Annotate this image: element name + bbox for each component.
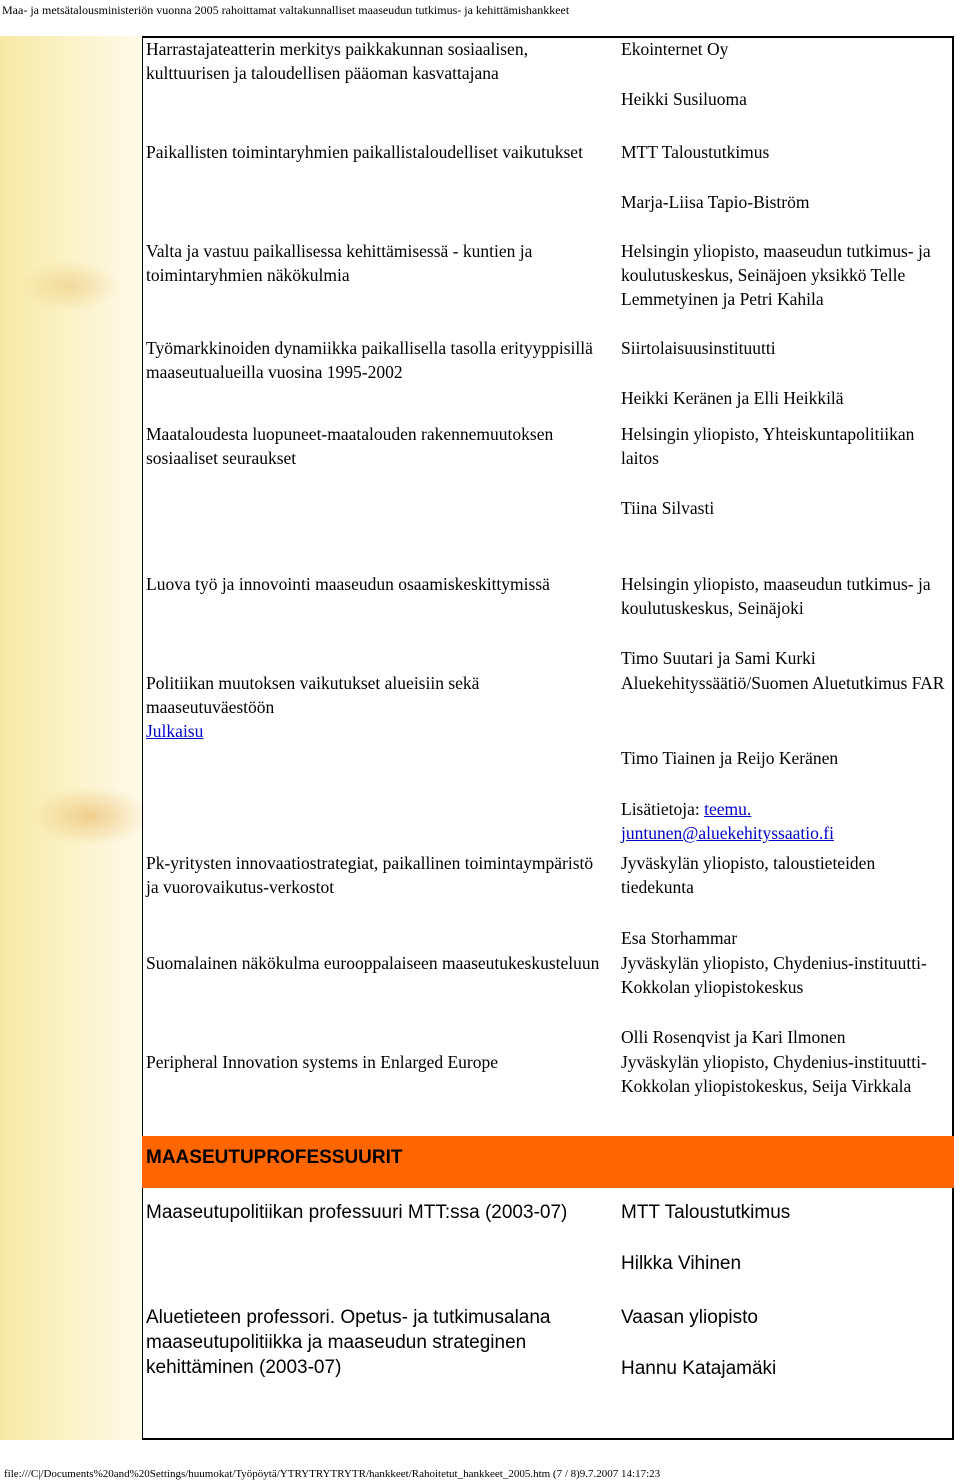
project-organization: Siirtolaisuusinstituutti (621, 338, 776, 358)
project-organization: Helsingin yliopisto, Yhteiskuntapolitiikan laitos (621, 424, 915, 468)
project-title: Työmarkkinoiden dynamiikka paikallisella tasolla erityyppisillä maaseutualueilla vuosina 1995-2002 (146, 338, 593, 382)
professorship-person: Hilkka Vihinen (621, 1253, 742, 1274)
project-person: Esa Storhammar (621, 928, 738, 948)
project-person: Marja-Liisa Tapio-Biström (621, 192, 810, 212)
project-title: Pk-yritysten innovaatiostrategiat, paikallinen toimintaympäristö ja vuorovaikutus-verkostot (146, 853, 594, 897)
section-band (142, 1136, 954, 1188)
project-title: Luova työ ja innovointi maaseudun osaamiskeskittymissä (146, 574, 550, 594)
page-footer (0, 1466, 960, 1483)
project-organization: Jyväskylän yliopisto, Chydenius-instituutti-Kokkolan yliopistokeskus (621, 953, 927, 997)
project-person: Timo Tiainen ja Reijo Keränen (621, 748, 839, 768)
project-title: Politiikan muutoksen vaikutukset alueisiin sekä maaseutuväestöön (146, 673, 480, 717)
page-header (0, 0, 960, 20)
table-left-border (142, 36, 143, 1440)
project-cell (146, 671, 608, 743)
project-organization: Helsingin yliopisto, maaseudun tutkimus- ja koulutuskeskus, Seinäjoen yksikkö Telle Lemmetyinen ja Petri Kahila (621, 241, 931, 309)
contact-label: Lisätietoja: (621, 799, 705, 819)
section-heading: MAASEUTUPROFESSUURIT (146, 1147, 403, 1168)
professorship-organization: MTT Taloustutkimus (621, 1202, 791, 1223)
email-link-part1[interactable]: teemu. (704, 799, 752, 819)
project-person: Timo Suutari ja Sami Kurki (621, 648, 816, 668)
professorship-organization: Vaasan yliopisto (621, 1307, 758, 1328)
project-organization: MTT Taloustutkimus (621, 142, 770, 162)
professorship-title: Maaseutupolitiikan professuuri MTT:ssa (2003-07) (146, 1202, 568, 1223)
project-title: Paikallisten toimintaryhmien paikallistaloudelliset vaikutukset (146, 142, 583, 162)
project-title: Harrastajateatterin merkitys paikkakunnan sosiaalisen, kulttuurisen ja taloudellisen pääoman kasvattajana (146, 39, 528, 83)
julkaisu-link[interactable]: Julkaisu (146, 721, 204, 741)
email-link-part2[interactable]: juntunen@aluekehityssaatio.fi (621, 823, 834, 843)
project-person: Olli Rosenqvist ja Kari Ilmonen (621, 1027, 846, 1047)
project-person: Tiina Silvasti (621, 498, 715, 518)
project-organization: Ekointernet Oy (621, 39, 729, 59)
project-organization: Aluekehityssäätiö/Suomen Aluetutkimus FAR (621, 673, 945, 693)
header-title: Maa- ja metsätalousministeriön vuonna 2005 rahoittamat valtakunnalliset maaseudun tutkimus- ja kehittämishankkeet (2, 3, 570, 17)
project-person: Heikki Keränen ja Elli Heikkilä (621, 388, 844, 408)
decorative-sidebar (0, 36, 142, 1440)
contact-info (621, 797, 951, 845)
project-title: Valta ja vastuu paikallisessa kehittämisessä - kuntien ja toimintaryhmien näkökulmia (146, 241, 533, 285)
footer-path: file:///C|/Documents%20and%20Settings/huumokat/Työpöytä/YTRYTRYTRYTR/hankkeet/Rahoitetut_hankkeet_2005.htm (7 / 8)9.7.2007 14:17:23 (4, 1468, 661, 1480)
professorship-title: Aluetieteen professori. Opetus- ja tutkimusalana maaseutupolitiikka ja maaseudun strateginen kehittäminen (2003-07) (146, 1307, 551, 1378)
project-organization: Jyväskylän yliopisto, Chydenius-instituutti-Kokkolan yliopistokeskus, Seija Virkkala (621, 1052, 927, 1096)
project-organization: Jyväskylän yliopisto, taloustieteiden tiedekunta (621, 853, 876, 897)
project-title: Suomalainen näkökulma eurooppalaiseen maaseutukeskusteluun (146, 953, 600, 973)
project-organization: Helsingin yliopisto, maaseudun tutkimus- ja koulutuskeskus, Seinäjoki (621, 574, 931, 618)
project-title: Maataloudesta luopuneet-maatalouden rakennemuutoksen sosiaaliset seuraukset (146, 424, 554, 468)
project-title: Peripheral Innovation systems in Enlarged Europe (146, 1052, 499, 1072)
professorship-person: Hannu Katajamäki (621, 1358, 777, 1379)
project-person: Heikki Susiluoma (621, 89, 747, 109)
